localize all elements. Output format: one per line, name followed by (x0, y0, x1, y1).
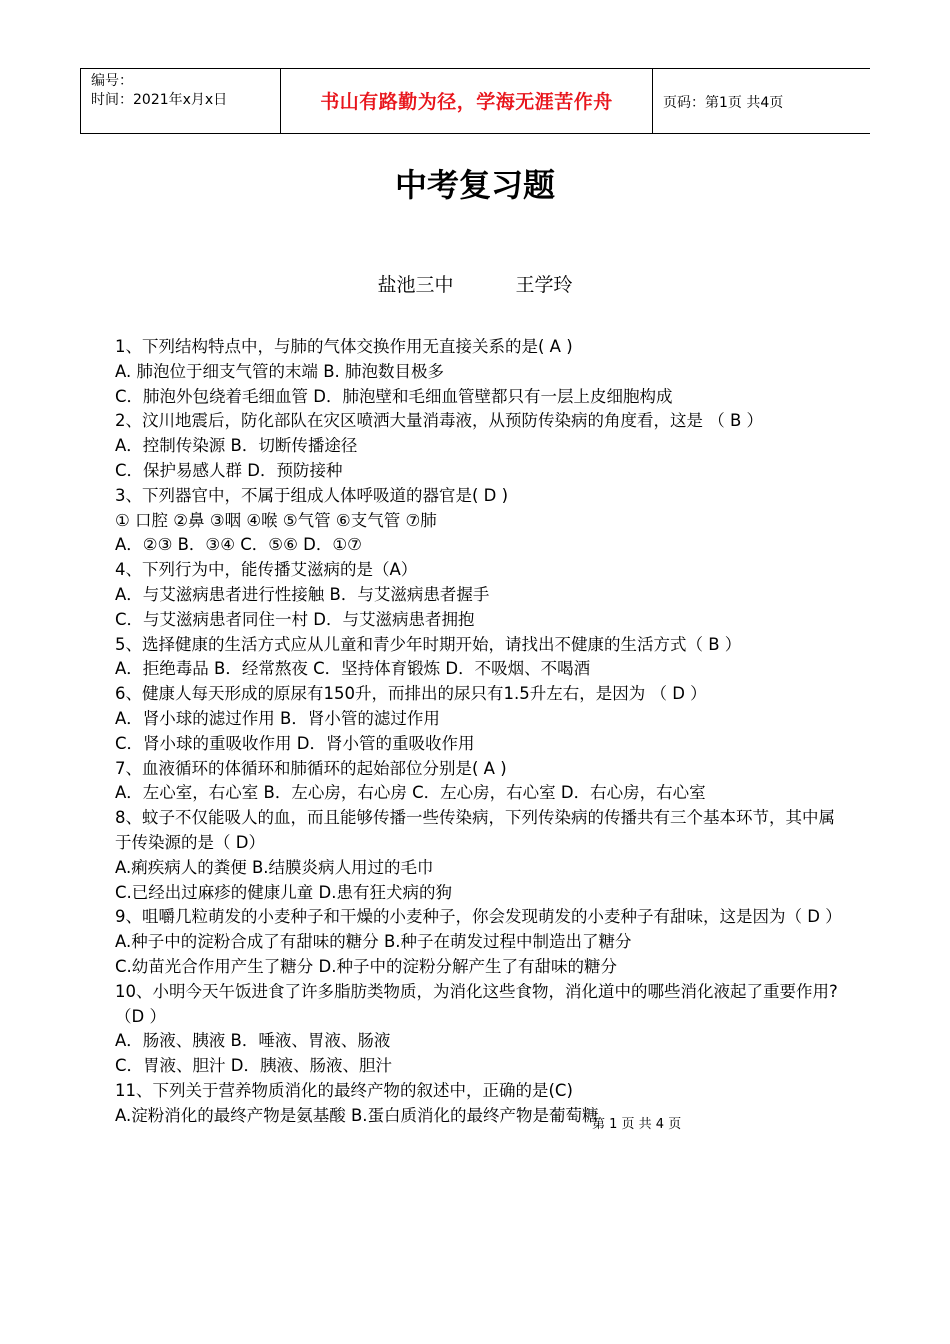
option-line: A．②③ B．③④ C．⑤⑥ D．①⑦ (115, 535, 362, 555)
header-table (80, 68, 870, 134)
option-line: C.已经出过麻疹的健康儿童 D.患有狂犬病的狗 (115, 882, 452, 902)
motto: 书山有路勤为径，学海无涯苦作舟 (320, 91, 613, 113)
option-line: A．控制传染源 B．切断传播途径 (115, 436, 358, 456)
question-line: 10、小明今天午饭进食了许多脂肪类物质，为消化这些食物，消化道中的哪些消化液起了重要作用?（D ） (115, 981, 838, 1026)
question-line: 2、汶川地震后，防化部队在灾区喷洒大量消毒液，从预防传染病的角度看，这是 （ B ） (115, 411, 764, 431)
option-line: A．左心室，右心室 B．左心房，右心房 C．左心房，右心室 D．右心房，右心室 (115, 783, 706, 803)
question-line: 9、咀嚼几粒萌发的小麦种子和干燥的小麦种子，你会发现萌发的小麦种子有甜味，这是因为（ D ） (115, 907, 842, 927)
header-motto-cell (281, 69, 653, 133)
author-line (0, 270, 950, 297)
question-line: 5、选择健康的生活方式应从儿童和青少年时期开始，请找出不健康的生活方式（ B ） (115, 634, 742, 654)
option-line: A. 肺泡位于细支气管的末端 B. 肺泡数目极多 (115, 361, 445, 381)
question-line: 7、血液循环的体循环和肺循环的起始部位分别是( A ) (115, 758, 507, 778)
option-line: C．保护易感人群 D．预防接种 (115, 460, 343, 480)
option-line: A.种子中的淀粉合成了有甜味的糖分 B.种子在萌发过程中制造出了糖分 (115, 932, 632, 952)
option-line: ① 口腔 ②鼻 ③咽 ④喉 ⑤气管 ⑥支气管 ⑦肺 (115, 510, 437, 530)
option-line: C．与艾滋病患者同住一村 D．与艾滋病患者拥抱 (115, 609, 475, 629)
header-page-cell (653, 69, 870, 133)
page-info: 页码：第1页 共4页 (663, 95, 784, 111)
header-info-cell (80, 69, 281, 133)
question-line: 11、下列关于营养物质消化的最终产物的叙述中，正确的是(C) (115, 1080, 573, 1100)
option-line: A．肠液、胰液 B．唾液、胃液、肠液 (115, 1031, 391, 1051)
author-name: 王学玲 (515, 274, 573, 296)
option-line: A．肾小球的滤过作用 B．肾小管的滤过作用 (115, 708, 440, 728)
option-line: A．与艾滋病患者进行性接触 B．与艾滋病患者握手 (115, 584, 490, 604)
page-footer: 第 1 页 共 4 页 (592, 1117, 682, 1132)
option-line: C．肺泡外包绕着毛细血管 D．肺泡壁和毛细血管壁都只有一层上皮细胞构成 (115, 386, 673, 406)
number-label: 编号： (91, 73, 133, 89)
option-line: A.痢疾病人的粪便 B.结膜炎病人用过的毛巾 (115, 857, 434, 877)
question-line: 4、下列行为中，能传播艾滋病的是（A） (115, 560, 418, 580)
date-label: 时间：2021年x月x日 (91, 92, 228, 108)
page-title: 中考复习题 (394, 166, 555, 204)
option-line: C.幼苗光合作用产生了糖分 D.种子中的淀粉分解产生了有甜味的糖分 (115, 956, 617, 976)
question-line: 1、下列结构特点中，与肺的气体交换作用无直接关系的是( A ) (115, 337, 573, 356)
option-line: C．肾小球的重吸收作用 D．肾小管的重吸收作用 (115, 733, 475, 753)
question-line: 8、蚊子不仅能吸人的血，而且能够传播一些传染病，下列传染病的传播共有三个基本环节，其中属于传染源的是（ D） (115, 808, 835, 852)
option-line: C．胃液、胆汁 D．胰液、肠液、胆汁 (115, 1056, 392, 1076)
question-line: 3、下列器官中，不属于组成人体呼吸道的器官是( D ) (115, 485, 509, 505)
author-school: 盐池三中 (377, 274, 454, 296)
option-line: A．拒绝毒品 B．经常熬夜 C．坚持体育锻炼 D．不吸烟、不喝酒 (115, 659, 591, 679)
question-list (115, 335, 845, 1129)
question-line: 6、健康人每天形成的原尿有150升，而排出的尿只有1.5升左右，是因为 （ D ） (115, 684, 707, 704)
option-line: A.淀粉消化的最终产物是氨基酸 B.蛋白质消化的最终产物是葡萄糖 (115, 1105, 599, 1125)
